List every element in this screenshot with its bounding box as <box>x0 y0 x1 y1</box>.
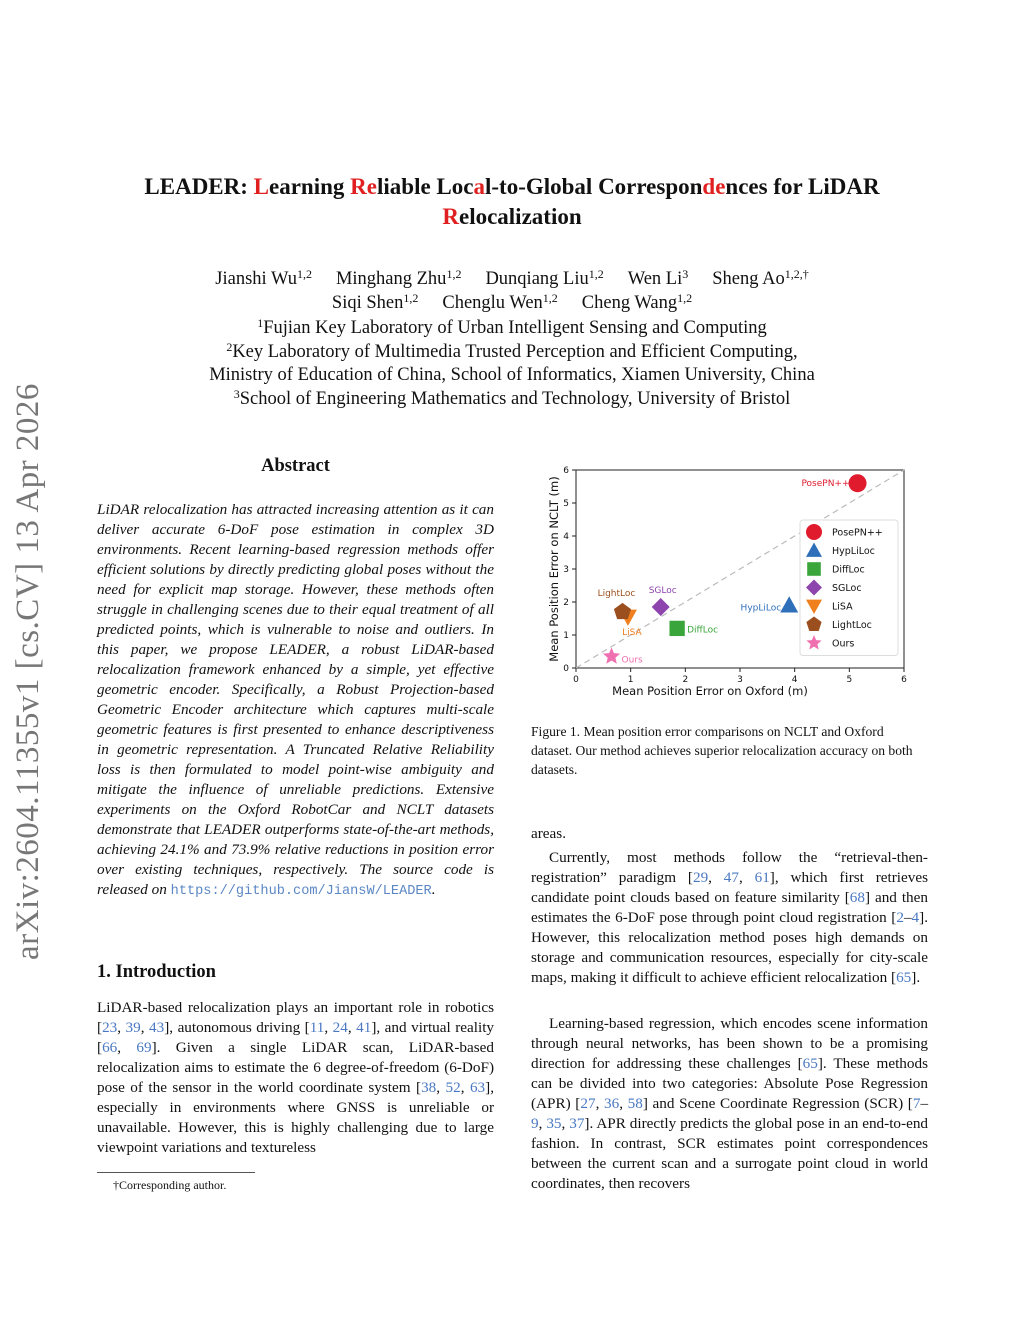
text-run: , <box>117 1019 126 1036</box>
citation-link[interactable]: 39 <box>125 1019 141 1036</box>
chart-x-tick-label: 0 <box>573 675 579 685</box>
chart-point-diffloc <box>669 621 684 636</box>
text-run: , <box>460 1079 470 1096</box>
footnote: †Corresponding author. <box>113 1178 227 1192</box>
text-run: Currently, most methods follow the “retrieval-then-registration” paradigm [ <box>531 849 928 886</box>
citation-link[interactable]: 68 <box>849 889 865 906</box>
chart-y-tick-label: 6 <box>563 466 569 476</box>
citation-link[interactable]: 7 <box>912 1095 921 1112</box>
citation-link[interactable]: 47 <box>723 869 739 886</box>
chart-legend-label-sgloc: SGLoc <box>832 583 862 594</box>
affiliation-line <box>100 364 924 388</box>
title-fragment: R <box>442 204 459 229</box>
author-affiliation-mark: 1,2 <box>296 267 312 281</box>
author <box>215 268 312 292</box>
author <box>336 268 461 292</box>
citation-link[interactable]: 38 <box>421 1079 437 1096</box>
title-fragment: nces for LiDAR <box>725 174 880 199</box>
author-affiliation-mark: 1,2,† <box>784 267 809 281</box>
citation-link[interactable]: 69 <box>136 1039 152 1056</box>
affiliations <box>100 317 924 411</box>
affiliation-mark: 3 <box>233 386 240 401</box>
chart-y-tick-label: 3 <box>563 565 569 575</box>
author-row-1 <box>100 268 924 292</box>
author-row-2 <box>100 292 924 316</box>
text-run: , <box>595 1095 605 1112</box>
chart-y-tick-label: 0 <box>563 664 569 674</box>
citation-link[interactable]: 29 <box>692 869 709 886</box>
author-affiliation-mark: 1,2 <box>403 290 419 305</box>
author-name: Cheng Wang <box>581 292 678 313</box>
chart-y-tick-label: 5 <box>563 499 569 509</box>
text-run: ], and virtual reality [ <box>97 1019 495 1056</box>
chart-legend-label-posepn-: PosePN++ <box>832 527 883 539</box>
author-name: Siqi Shen <box>331 292 404 313</box>
affiliation-line <box>100 341 924 365</box>
chart-point-label-lisa: LiSA <box>622 627 642 638</box>
citation-link[interactable]: 4 <box>911 909 920 926</box>
text-run: LiDAR-based relocalization plays an important role in robotics [ <box>97 999 494 1036</box>
text-run: , <box>140 1019 150 1036</box>
chart-legend-label-hypliloc: HypLiLoc <box>832 546 875 557</box>
citation-link[interactable]: 2 <box>896 909 904 926</box>
section-heading-introduction: 1. Introduction <box>97 962 216 982</box>
citation-link[interactable]: 11 <box>309 1019 325 1036</box>
author <box>712 268 808 292</box>
title-fragment: a <box>473 174 485 199</box>
citation-link[interactable]: 37 <box>569 1115 585 1132</box>
chart-legend-label-diffloc: DiffLoc <box>832 564 865 576</box>
title-fragment: LEADER: <box>144 174 254 199</box>
title-fragment: L <box>253 174 270 199</box>
title-fragment: R <box>350 174 367 199</box>
citation-link[interactable]: 36 <box>604 1095 620 1112</box>
affiliation-text: School of Engineering Mathematics and Technology, University of Bristol <box>239 388 791 409</box>
affiliation-mark: 1 <box>257 316 264 330</box>
intro-paragraph-1 <box>97 998 494 1158</box>
text-run: , <box>708 869 724 886</box>
author-affiliation-mark: 3 <box>682 267 689 281</box>
source-code-link[interactable]: https://github.com/JiansW/LEADER <box>170 884 432 899</box>
chart-point-label-ours: Ours <box>621 655 643 666</box>
affiliation-line <box>100 317 924 341</box>
author-name: Jianshi Wu <box>215 269 297 289</box>
title-fragment: de <box>702 174 726 199</box>
citation-link[interactable]: 9 <box>531 1115 539 1132</box>
chart-x-tick-label: 3 <box>737 675 743 685</box>
intro-paragraph-continuation: areas. <box>531 825 566 842</box>
author-name: Dunqiang Liu <box>485 269 589 289</box>
affiliation-text: Ministry of Education of China, School of Informatics, Xiamen University, China <box>209 365 815 385</box>
citation-link[interactable]: 41 <box>356 1019 372 1036</box>
author <box>582 292 692 316</box>
text-run: – <box>903 909 912 926</box>
author <box>332 292 418 316</box>
author <box>442 292 557 316</box>
chart-y-axis-label: Mean Position Error on NCLT (m) <box>547 476 561 662</box>
author <box>485 268 603 292</box>
text-run: , <box>324 1019 333 1036</box>
intro-paragraph-2 <box>531 848 928 988</box>
author-name: Chenglu Wen <box>442 292 543 313</box>
abstract-heading: Abstract <box>261 456 330 476</box>
chart-point-label-sgloc: SGLoc <box>648 585 677 596</box>
citation-link[interactable]: 66 <box>102 1039 118 1056</box>
author <box>628 268 689 292</box>
text-run: , <box>436 1079 446 1096</box>
figure-1-caption: Figure 1. Mean position error comparisons on NCLT and Oxford dataset. Our method achieves superior relocalization accuracy on both datasets. <box>531 724 913 777</box>
text-run: Learning-based regression, which encodes scene information through neural networks, has been shown to be a promising direction for addressing these challenges [ <box>531 1015 928 1072</box>
title-fragment: elocalization <box>458 204 582 229</box>
author-list <box>100 268 924 315</box>
author-name: Minghang Zhu <box>335 269 447 289</box>
chart-legend-label-lightloc: LightLoc <box>832 620 872 631</box>
chart-y-tick-label: 2 <box>563 598 569 608</box>
chart-point-label-lightloc: LightLoc <box>597 588 636 599</box>
chart-point-sgloc <box>652 598 670 616</box>
citation-link[interactable]: 23 <box>102 1019 118 1036</box>
affiliation-text: Key Laboratory of Multimedia Trusted Perception and Efficient Computing, <box>232 341 798 362</box>
author-affiliation-mark: 1,2 <box>677 290 693 305</box>
affiliation-mark: 2 <box>226 339 233 354</box>
footnote-rule <box>97 1172 255 1173</box>
text-run: ] and Scene Coordinate Regression (SCR) [ <box>642 1095 913 1112</box>
chart-y-tick-label: 1 <box>563 631 569 641</box>
text-run: , <box>347 1019 357 1036</box>
chart-x-tick-label: 2 <box>682 675 689 685</box>
affiliation-line <box>100 388 924 412</box>
text-run: ], autonomous driving [ <box>164 1019 310 1036</box>
chart-x-tick-label: 4 <box>791 675 798 685</box>
text-run: ]. These methods can be divided into two categories: Absolute Pose Regression (APR) [ <box>531 1055 928 1112</box>
chart-point-lightloc <box>614 603 631 619</box>
citation-link[interactable]: 65 <box>802 1055 818 1072</box>
title-fragment: liable Loc <box>377 174 474 199</box>
chart-x-tick-label: 1 <box>627 675 634 685</box>
chart-x-axis-label: Mean Position Error on Oxford (m) <box>612 684 808 698</box>
text-run: , <box>738 869 755 886</box>
citation-link[interactable]: 61 <box>754 869 770 886</box>
text-run: , <box>117 1039 137 1056</box>
text-run: ] and then estimates the 6-DoF pose through point cloud registration [ <box>531 889 928 926</box>
intro-paragraph-3 <box>531 1014 928 1194</box>
title-fragment: e <box>366 174 377 199</box>
author-name: Sheng Ao <box>712 269 785 289</box>
chart-y-tick-label: 4 <box>563 532 569 542</box>
chart-legend-label-lisa: LiSA <box>832 601 853 613</box>
affiliation-text: Fujian Key Laboratory of Urban Intelligent Sensing and Computing <box>263 318 767 338</box>
text-run: , <box>538 1115 547 1132</box>
author-name: Wen Li <box>627 269 683 289</box>
citation-link[interactable]: 35 <box>546 1115 562 1132</box>
abstract-text: LiDAR relocalization has attracted increasing attention as it can deliver accurate 6-DoF pose estimation in complex 3D environments. Recent learning-based regression methods offer efficient solutions by directly predicting global poses without the need for explicit map storage. However, these methods often struggle in challenging scenes due to their equal treatment of all predicted points, which is vulnerable to noise and outliers. In this paper, we propose LEADER, a robust LiDAR-based relocalization framework enhanced by a simple, yet effective geometric encoder. Specifically, a Robust Projection-based Geometric Encoder architecture which captures multi-scale geometric features is first presented to enhance descriptiveness in geometric representation. A Truncated Relative Reliability loss is then formulated to model point-wise ambiguity and mitigate the influence of unreliable predictions. Extensive experiments on the Oxford RobotCar and NCLT datasets demonstrate that LEADER outperforms state-of-the-art methods, achieving 24.1% and 73.9% relative reductions in position error over existing techniques, respectively. The source code is released on https://github.com/JiansW/LEADER. <box>97 501 494 899</box>
text-run: ], which first retrieves candidate point clouds based on feature similarity [ <box>531 869 928 906</box>
author-affiliation-mark: 1,2 <box>542 290 558 305</box>
text-run: ], especially in environments where GNSS is unreliable or unavailable. However, this is highly challenging due to large viewpoint variations and textureless <box>97 1079 494 1156</box>
chart-legend-label-ours: Ours <box>832 638 855 650</box>
chart-point-posepn- <box>849 474 867 492</box>
chart-point-label-diffloc: DiffLoc <box>687 625 719 636</box>
title-fragment: earning <box>269 174 351 199</box>
text-run: , <box>619 1095 628 1112</box>
author-affiliation-mark: 1,2 <box>588 267 604 281</box>
text-run: , <box>561 1115 570 1132</box>
text-run: ]. However, this relocalization method poses high demands on storage and communication resources, especially for city-scale maps, making it difficult to achieve efficient relocalization [ <box>531 909 928 986</box>
chart-legend-marker-posepn- <box>806 524 822 540</box>
chart-point-label-posepn-: PosePN++ <box>801 479 850 490</box>
chart-legend-marker-diffloc <box>807 562 821 576</box>
chart-x-tick-label: 5 <box>846 675 853 685</box>
text-run: ]. APR directly predicts the global pose in an end-to-end fashion. In contrast, SCR estimates point correspondences between the current scan and a surrogate point cloud in world coordinates, then recovers <box>531 1115 929 1192</box>
text-run: ]. <box>911 969 921 986</box>
figure-1-scatter-chart <box>540 460 920 705</box>
citation-link[interactable]: 52 <box>445 1079 461 1096</box>
paper-title <box>100 172 924 232</box>
chart-point-hypliloc <box>780 596 798 612</box>
chart-point-label-hypliloc: HypLiLoc <box>740 603 782 614</box>
citation-link[interactable]: 27 <box>580 1095 596 1112</box>
citation-link[interactable]: 43 <box>149 1019 165 1036</box>
citation-link[interactable]: 24 <box>332 1019 348 1036</box>
citation-link[interactable]: 63 <box>469 1079 486 1096</box>
text-run: ]. Given a single LiDAR scan, LiDAR-based relocalization aims to estimate the 6 degree-of-freedom (6-DoF) pose of the sensor in the world coordinate system [ <box>97 1039 494 1096</box>
author-affiliation-mark: 1,2 <box>446 267 462 281</box>
arxiv-identifier: arXiv:2604.11355v1 [cs.CV] 13 Apr 2026 <box>10 383 46 960</box>
abstract-body: LiDAR relocalization has attracted increasing attention as it can deliver accurate 6-DoF pose estimation in complex 3D environments. Recent learning-based regression methods offer efficient solutions by directly predicting global poses without the need for explicit map storage. However, these methods often struggle in challenging scenes due to their equal treatment of all predicted points, which is vulnerable to noise and outliers. In this paper, we propose LEADER, a robust LiDAR-based relocalization framework enhanced by a simple, yet effective geometric encoder. Specifically, a Robust Projection-based Geometric Encoder architecture which captures multi-scale geometric features is first presented to enhance descriptiveness in geometric representation. A Truncated Relative Reliability loss is then formulated to model point-wise ambiguity and mitigate the influence of unreliable predictions. Extensive experiments on the Oxford RobotCar and NCLT datasets demonstrate that LEADER outperforms state-of-the-art methods, achieving 24.1% and 73.9% relative reductions in position error over existing techniques, respectively. The source code is released on <box>97 501 494 898</box>
citation-link[interactable]: 65 <box>896 969 912 986</box>
citation-link[interactable]: 58 <box>627 1095 643 1112</box>
text-run: – <box>920 1095 929 1112</box>
chart-x-tick-label: 6 <box>901 675 907 685</box>
title-fragment: l-to-Global Correspon <box>484 174 703 199</box>
